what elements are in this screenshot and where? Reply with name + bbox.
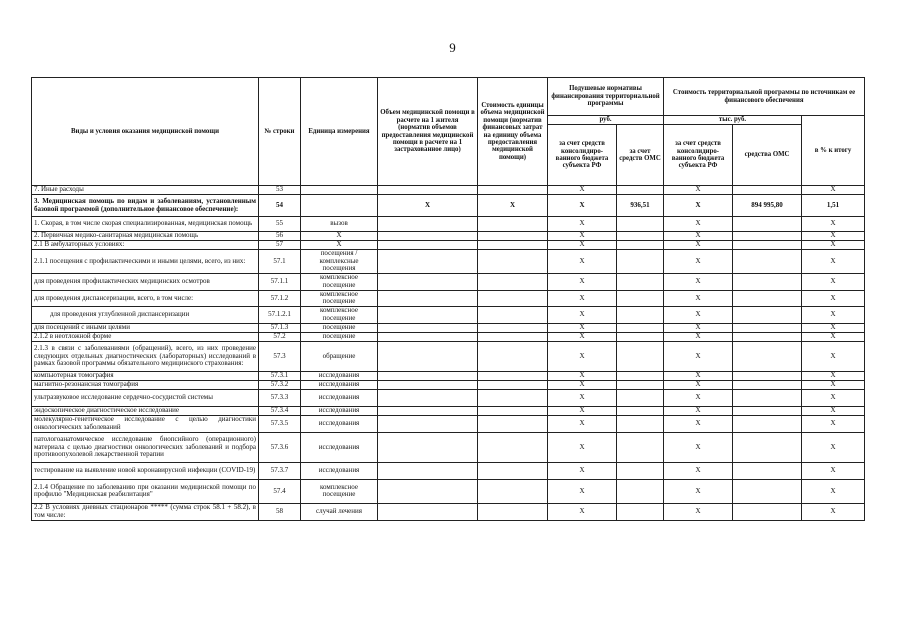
cell-b1: X bbox=[548, 273, 617, 290]
cell-o2 bbox=[733, 250, 802, 274]
cell-b2: X bbox=[664, 432, 733, 462]
cell-o2 bbox=[733, 186, 802, 195]
cell-o1 bbox=[617, 371, 664, 380]
header-per-capita: Подушевые нормативы финансирования территориальной программы bbox=[548, 78, 664, 116]
cell-o2 bbox=[733, 371, 802, 380]
cell-p: X bbox=[802, 462, 865, 479]
header-budget-rf: за счет средств консолидиро-ванного бюджета субъекта РФ bbox=[548, 125, 617, 186]
cell-o1 bbox=[617, 503, 664, 520]
cell-o1 bbox=[617, 406, 664, 415]
header-unit: Единица измерения bbox=[301, 78, 378, 186]
cell-b2: X bbox=[664, 250, 733, 274]
table-row bbox=[32, 290, 865, 306]
cell-o1 bbox=[617, 290, 664, 306]
cell-name: 7. Иные расходы bbox=[32, 186, 259, 195]
cell-b1: X bbox=[548, 415, 617, 432]
cell-vol bbox=[378, 371, 478, 380]
header-thous-rub: тыс. руб. bbox=[664, 116, 802, 125]
cell-o2 bbox=[733, 462, 802, 479]
cell-unit: посещение bbox=[301, 332, 378, 341]
cell-name: для проведения профилактических медицинских осмотров bbox=[32, 273, 259, 290]
cell-b1: X bbox=[548, 389, 617, 406]
cell-o2 bbox=[733, 217, 802, 232]
cell-name: для посещений с иными целями bbox=[32, 323, 259, 332]
cell-cost bbox=[478, 241, 548, 250]
header-pct: в % к итогу bbox=[802, 116, 865, 186]
cell-no: 57.4 bbox=[259, 479, 301, 503]
table-row bbox=[32, 371, 865, 380]
cell-o2 bbox=[733, 432, 802, 462]
cell-name: патологоанатомическое исследование биопсийного (операционного) материала с целью диагностики онкологических заболеваний и подбора противоопухолевой лекарственной терапии bbox=[32, 432, 259, 462]
cell-b2: X bbox=[664, 290, 733, 306]
cell-o1 bbox=[617, 341, 664, 371]
cell-vol bbox=[378, 306, 478, 323]
cell-o2 bbox=[733, 380, 802, 389]
cell-no: 57.1.1 bbox=[259, 273, 301, 290]
cell-no: 56 bbox=[259, 232, 301, 241]
cell-name: 2.1.3 в связи с заболеваниями (обращений), всего, из них проведение следующих отдельных диагностических (лабораторных) исследований в рамках базовой программы обязательного медицинского страхования: bbox=[32, 341, 259, 371]
cell-name: для проведения углубленной диспансеризации bbox=[32, 306, 259, 323]
cell-name: 1. Скорая, в том числе скорая специализированная, медицинская помощь bbox=[32, 217, 259, 232]
cell-no: 57.1.2.1 bbox=[259, 306, 301, 323]
cell-no: 57.1.2 bbox=[259, 290, 301, 306]
header-budget-rf-2: за счет средств консолидиро-ванного бюджета субъекта РФ bbox=[664, 125, 733, 186]
table-row bbox=[32, 432, 865, 462]
cell-cost bbox=[478, 462, 548, 479]
cell-unit: комплексное посещение bbox=[301, 306, 378, 323]
cell-b2: X bbox=[664, 341, 733, 371]
cell-b1: X bbox=[548, 332, 617, 341]
cell-b2: X bbox=[664, 195, 733, 217]
cell-no: 57.3.7 bbox=[259, 462, 301, 479]
cell-unit: посещения / комплексные посещения bbox=[301, 250, 378, 274]
cell-o2 bbox=[733, 479, 802, 503]
cell-unit bbox=[301, 195, 378, 217]
cell-vol bbox=[378, 432, 478, 462]
table-row bbox=[32, 217, 865, 232]
cell-o1 bbox=[617, 462, 664, 479]
cell-b1: X bbox=[548, 232, 617, 241]
cell-o2 bbox=[733, 306, 802, 323]
cell-vol bbox=[378, 389, 478, 406]
cell-b2: X bbox=[664, 241, 733, 250]
cell-unit: вызов bbox=[301, 217, 378, 232]
cell-o2 bbox=[733, 232, 802, 241]
cell-unit bbox=[301, 186, 378, 195]
cell-b2: X bbox=[664, 332, 733, 341]
cell-b2: X bbox=[664, 306, 733, 323]
table-row bbox=[32, 332, 865, 341]
cell-p: X bbox=[802, 332, 865, 341]
cell-no: 57 bbox=[259, 241, 301, 250]
cell-cost bbox=[478, 273, 548, 290]
table-row bbox=[32, 195, 865, 217]
cell-b1: X bbox=[548, 503, 617, 520]
cell-b2: X bbox=[664, 462, 733, 479]
table-row bbox=[32, 479, 865, 503]
cell-p: 1,51 bbox=[802, 195, 865, 217]
cell-name: 2.2 В условиях дневных стационаров ***** (сумма строк 58.1 + 58.2), в том числе: bbox=[32, 503, 259, 520]
cell-p: X bbox=[802, 389, 865, 406]
cell-unit: исследования bbox=[301, 406, 378, 415]
cell-no: 54 bbox=[259, 195, 301, 217]
cell-name: эндоскопическое диагностическое исследование bbox=[32, 406, 259, 415]
cell-p: X bbox=[802, 273, 865, 290]
cell-vol bbox=[378, 217, 478, 232]
cell-p: X bbox=[802, 341, 865, 371]
cell-b2: X bbox=[664, 503, 733, 520]
cell-b1: X bbox=[548, 241, 617, 250]
cell-unit: исследования bbox=[301, 389, 378, 406]
table-row bbox=[32, 415, 865, 432]
cell-no: 58 bbox=[259, 503, 301, 520]
financing-table bbox=[31, 77, 865, 521]
cell-name: для проведения диспансеризации, всего, в том числе: bbox=[32, 290, 259, 306]
header-oms-2: средства ОМС bbox=[733, 125, 802, 186]
cell-cost bbox=[478, 371, 548, 380]
cell-p: X bbox=[802, 186, 865, 195]
cell-b2: X bbox=[664, 186, 733, 195]
cell-o1 bbox=[617, 273, 664, 290]
table-row bbox=[32, 186, 865, 195]
cell-vol bbox=[378, 462, 478, 479]
cell-name: 2.1.4 Обращение по заболеванию при оказании медицинской помощи по профилю "Медицинская реабилитация" bbox=[32, 479, 259, 503]
cell-cost bbox=[478, 250, 548, 274]
table-row bbox=[32, 323, 865, 332]
table-row bbox=[32, 380, 865, 389]
cell-no: 57.3.6 bbox=[259, 432, 301, 462]
table-row bbox=[32, 306, 865, 323]
cell-o1: 936,51 bbox=[617, 195, 664, 217]
cell-cost bbox=[478, 332, 548, 341]
cell-p: X bbox=[802, 371, 865, 380]
cell-no: 57.3.2 bbox=[259, 380, 301, 389]
header-by-source: Стоимость территориальной программы по источникам ее финансового обеспечения bbox=[664, 78, 865, 116]
header-rub: руб. bbox=[548, 116, 664, 125]
cell-p: X bbox=[802, 415, 865, 432]
cell-o2 bbox=[733, 341, 802, 371]
cell-vol bbox=[378, 415, 478, 432]
cell-vol bbox=[378, 323, 478, 332]
cell-no: 57.3 bbox=[259, 341, 301, 371]
cell-no: 57.3.3 bbox=[259, 389, 301, 406]
header-cost: Стоимость единицы объема медицинской помощи (норматив финансовых затрат на единицу объема предоставления медицинской помощи) bbox=[478, 78, 548, 186]
cell-b2: X bbox=[664, 406, 733, 415]
cell-o2 bbox=[733, 332, 802, 341]
cell-unit: посещение bbox=[301, 323, 378, 332]
cell-name: тестирование на выявление новой коронавирусной инфекции (COVID-19) bbox=[32, 462, 259, 479]
cell-b2: X bbox=[664, 217, 733, 232]
cell-unit: исследования bbox=[301, 371, 378, 380]
table-row bbox=[32, 232, 865, 241]
cell-unit: исследования bbox=[301, 380, 378, 389]
cell-p: X bbox=[802, 479, 865, 503]
cell-cost bbox=[478, 217, 548, 232]
cell-name: ультразвуковое исследование сердечно-сосудистой системы bbox=[32, 389, 259, 406]
cell-b1: X bbox=[548, 406, 617, 415]
cell-p: X bbox=[802, 406, 865, 415]
cell-vol bbox=[378, 380, 478, 389]
cell-no: 57.3.4 bbox=[259, 406, 301, 415]
cell-no: 57.2 bbox=[259, 332, 301, 341]
cell-o1 bbox=[617, 389, 664, 406]
table-row bbox=[32, 462, 865, 479]
cell-b2: X bbox=[664, 380, 733, 389]
table-row bbox=[32, 241, 865, 250]
cell-p: X bbox=[802, 306, 865, 323]
cell-b1: X bbox=[548, 195, 617, 217]
table-row bbox=[32, 250, 865, 274]
cell-cost: X bbox=[478, 195, 548, 217]
cell-unit: X bbox=[301, 241, 378, 250]
cell-vol bbox=[378, 232, 478, 241]
cell-unit: комплексное посещение bbox=[301, 479, 378, 503]
cell-unit: исследования bbox=[301, 432, 378, 462]
cell-o2 bbox=[733, 503, 802, 520]
cell-b1: X bbox=[548, 432, 617, 462]
cell-vol bbox=[378, 479, 478, 503]
cell-vol bbox=[378, 241, 478, 250]
cell-b1: X bbox=[548, 371, 617, 380]
cell-name: 2. Первичная медико-санитарная медицинская помощь bbox=[32, 232, 259, 241]
header-kind: Виды и условия оказания медицинской помощи bbox=[32, 78, 259, 186]
cell-b2: X bbox=[664, 415, 733, 432]
cell-cost bbox=[478, 323, 548, 332]
cell-b2: X bbox=[664, 323, 733, 332]
cell-cost bbox=[478, 406, 548, 415]
cell-name: 2.1 В амбулаторных условиях: bbox=[32, 241, 259, 250]
cell-cost bbox=[478, 232, 548, 241]
cell-p: X bbox=[802, 290, 865, 306]
table-row bbox=[32, 406, 865, 415]
cell-b1: X bbox=[548, 250, 617, 274]
cell-b1: X bbox=[548, 186, 617, 195]
cell-o2 bbox=[733, 389, 802, 406]
cell-cost bbox=[478, 290, 548, 306]
cell-b2: X bbox=[664, 273, 733, 290]
cell-o1 bbox=[617, 241, 664, 250]
cell-no: 57.3.1 bbox=[259, 371, 301, 380]
cell-vol bbox=[378, 290, 478, 306]
cell-unit: обращение bbox=[301, 341, 378, 371]
cell-o1 bbox=[617, 432, 664, 462]
cell-p: X bbox=[802, 380, 865, 389]
cell-o2 bbox=[733, 290, 802, 306]
cell-cost bbox=[478, 432, 548, 462]
cell-b2: X bbox=[664, 371, 733, 380]
cell-cost bbox=[478, 503, 548, 520]
cell-o1 bbox=[617, 232, 664, 241]
cell-p: X bbox=[802, 250, 865, 274]
cell-p: X bbox=[802, 241, 865, 250]
cell-no: 55 bbox=[259, 217, 301, 232]
cell-o1 bbox=[617, 380, 664, 389]
cell-o2: 894 995,80 bbox=[733, 195, 802, 217]
cell-name: 3. Медицинская помощь по видам и заболеваниям, установленным базовой программой (дополнительное финансовое обеспечение): bbox=[32, 195, 259, 217]
cell-b1: X bbox=[548, 290, 617, 306]
cell-o1 bbox=[617, 186, 664, 195]
cell-o2 bbox=[733, 241, 802, 250]
cell-vol bbox=[378, 341, 478, 371]
cell-o1 bbox=[617, 217, 664, 232]
cell-o1 bbox=[617, 479, 664, 503]
cell-vol bbox=[378, 186, 478, 195]
cell-cost bbox=[478, 186, 548, 195]
cell-b1: X bbox=[548, 479, 617, 503]
cell-vol bbox=[378, 273, 478, 290]
table-row bbox=[32, 503, 865, 520]
header-row-no: № строки bbox=[259, 78, 301, 186]
cell-b1: X bbox=[548, 323, 617, 332]
cell-vol bbox=[378, 406, 478, 415]
cell-o2 bbox=[733, 323, 802, 332]
cell-o1 bbox=[617, 415, 664, 432]
cell-cost bbox=[478, 479, 548, 503]
cell-o1 bbox=[617, 250, 664, 274]
cell-vol bbox=[378, 332, 478, 341]
cell-unit: случай лечения bbox=[301, 503, 378, 520]
cell-b2: X bbox=[664, 479, 733, 503]
cell-name: 2.1.1 посещения с профилактическими и иными целями, всего, из них: bbox=[32, 250, 259, 274]
cell-b1: X bbox=[548, 380, 617, 389]
cell-b1: X bbox=[548, 462, 617, 479]
cell-b1: X bbox=[548, 341, 617, 371]
cell-vol: X bbox=[378, 195, 478, 217]
cell-b2: X bbox=[664, 232, 733, 241]
cell-unit: X bbox=[301, 232, 378, 241]
cell-unit: исследования bbox=[301, 462, 378, 479]
cell-no: 57.1 bbox=[259, 250, 301, 274]
cell-p: X bbox=[802, 232, 865, 241]
cell-vol bbox=[378, 250, 478, 274]
cell-o2 bbox=[733, 273, 802, 290]
cell-no: 57.3.5 bbox=[259, 415, 301, 432]
cell-o1 bbox=[617, 306, 664, 323]
cell-unit: комплексное посещение bbox=[301, 273, 378, 290]
cell-o2 bbox=[733, 406, 802, 415]
page-number: 9 bbox=[449, 40, 456, 55]
cell-name: 2.1.2 в неотложной форме bbox=[32, 332, 259, 341]
cell-no: 57.1.3 bbox=[259, 323, 301, 332]
cell-name: магнитно-резонансная томография bbox=[32, 380, 259, 389]
cell-no: 53 bbox=[259, 186, 301, 195]
cell-b2: X bbox=[664, 389, 733, 406]
cell-cost bbox=[478, 415, 548, 432]
cell-p: X bbox=[802, 323, 865, 332]
cell-b1: X bbox=[548, 217, 617, 232]
header-oms: за счет средств ОМС bbox=[617, 125, 664, 186]
cell-b1: X bbox=[548, 306, 617, 323]
table-row bbox=[32, 389, 865, 406]
cell-vol bbox=[378, 503, 478, 520]
cell-o1 bbox=[617, 332, 664, 341]
table-row bbox=[32, 273, 865, 290]
cell-cost bbox=[478, 380, 548, 389]
cell-unit: комплексное посещение bbox=[301, 290, 378, 306]
cell-unit: исследования bbox=[301, 415, 378, 432]
cell-o2 bbox=[733, 415, 802, 432]
header-volume: Объем медицинской помощи в расчете на 1 жителя (норматив объемов предоставления медицинской помощи в расчете на 1 застрахованное лицо) bbox=[378, 78, 478, 186]
cell-p: X bbox=[802, 503, 865, 520]
cell-cost bbox=[478, 389, 548, 406]
table-row bbox=[32, 341, 865, 371]
cell-cost bbox=[478, 306, 548, 323]
cell-name: молекулярно-генетическое исследование с целью диагностики онкологических заболеваний bbox=[32, 415, 259, 432]
cell-p: X bbox=[802, 432, 865, 462]
cell-p: X bbox=[802, 217, 865, 232]
cell-o1 bbox=[617, 323, 664, 332]
cell-name: компьютерная томография bbox=[32, 371, 259, 380]
cell-cost bbox=[478, 341, 548, 371]
